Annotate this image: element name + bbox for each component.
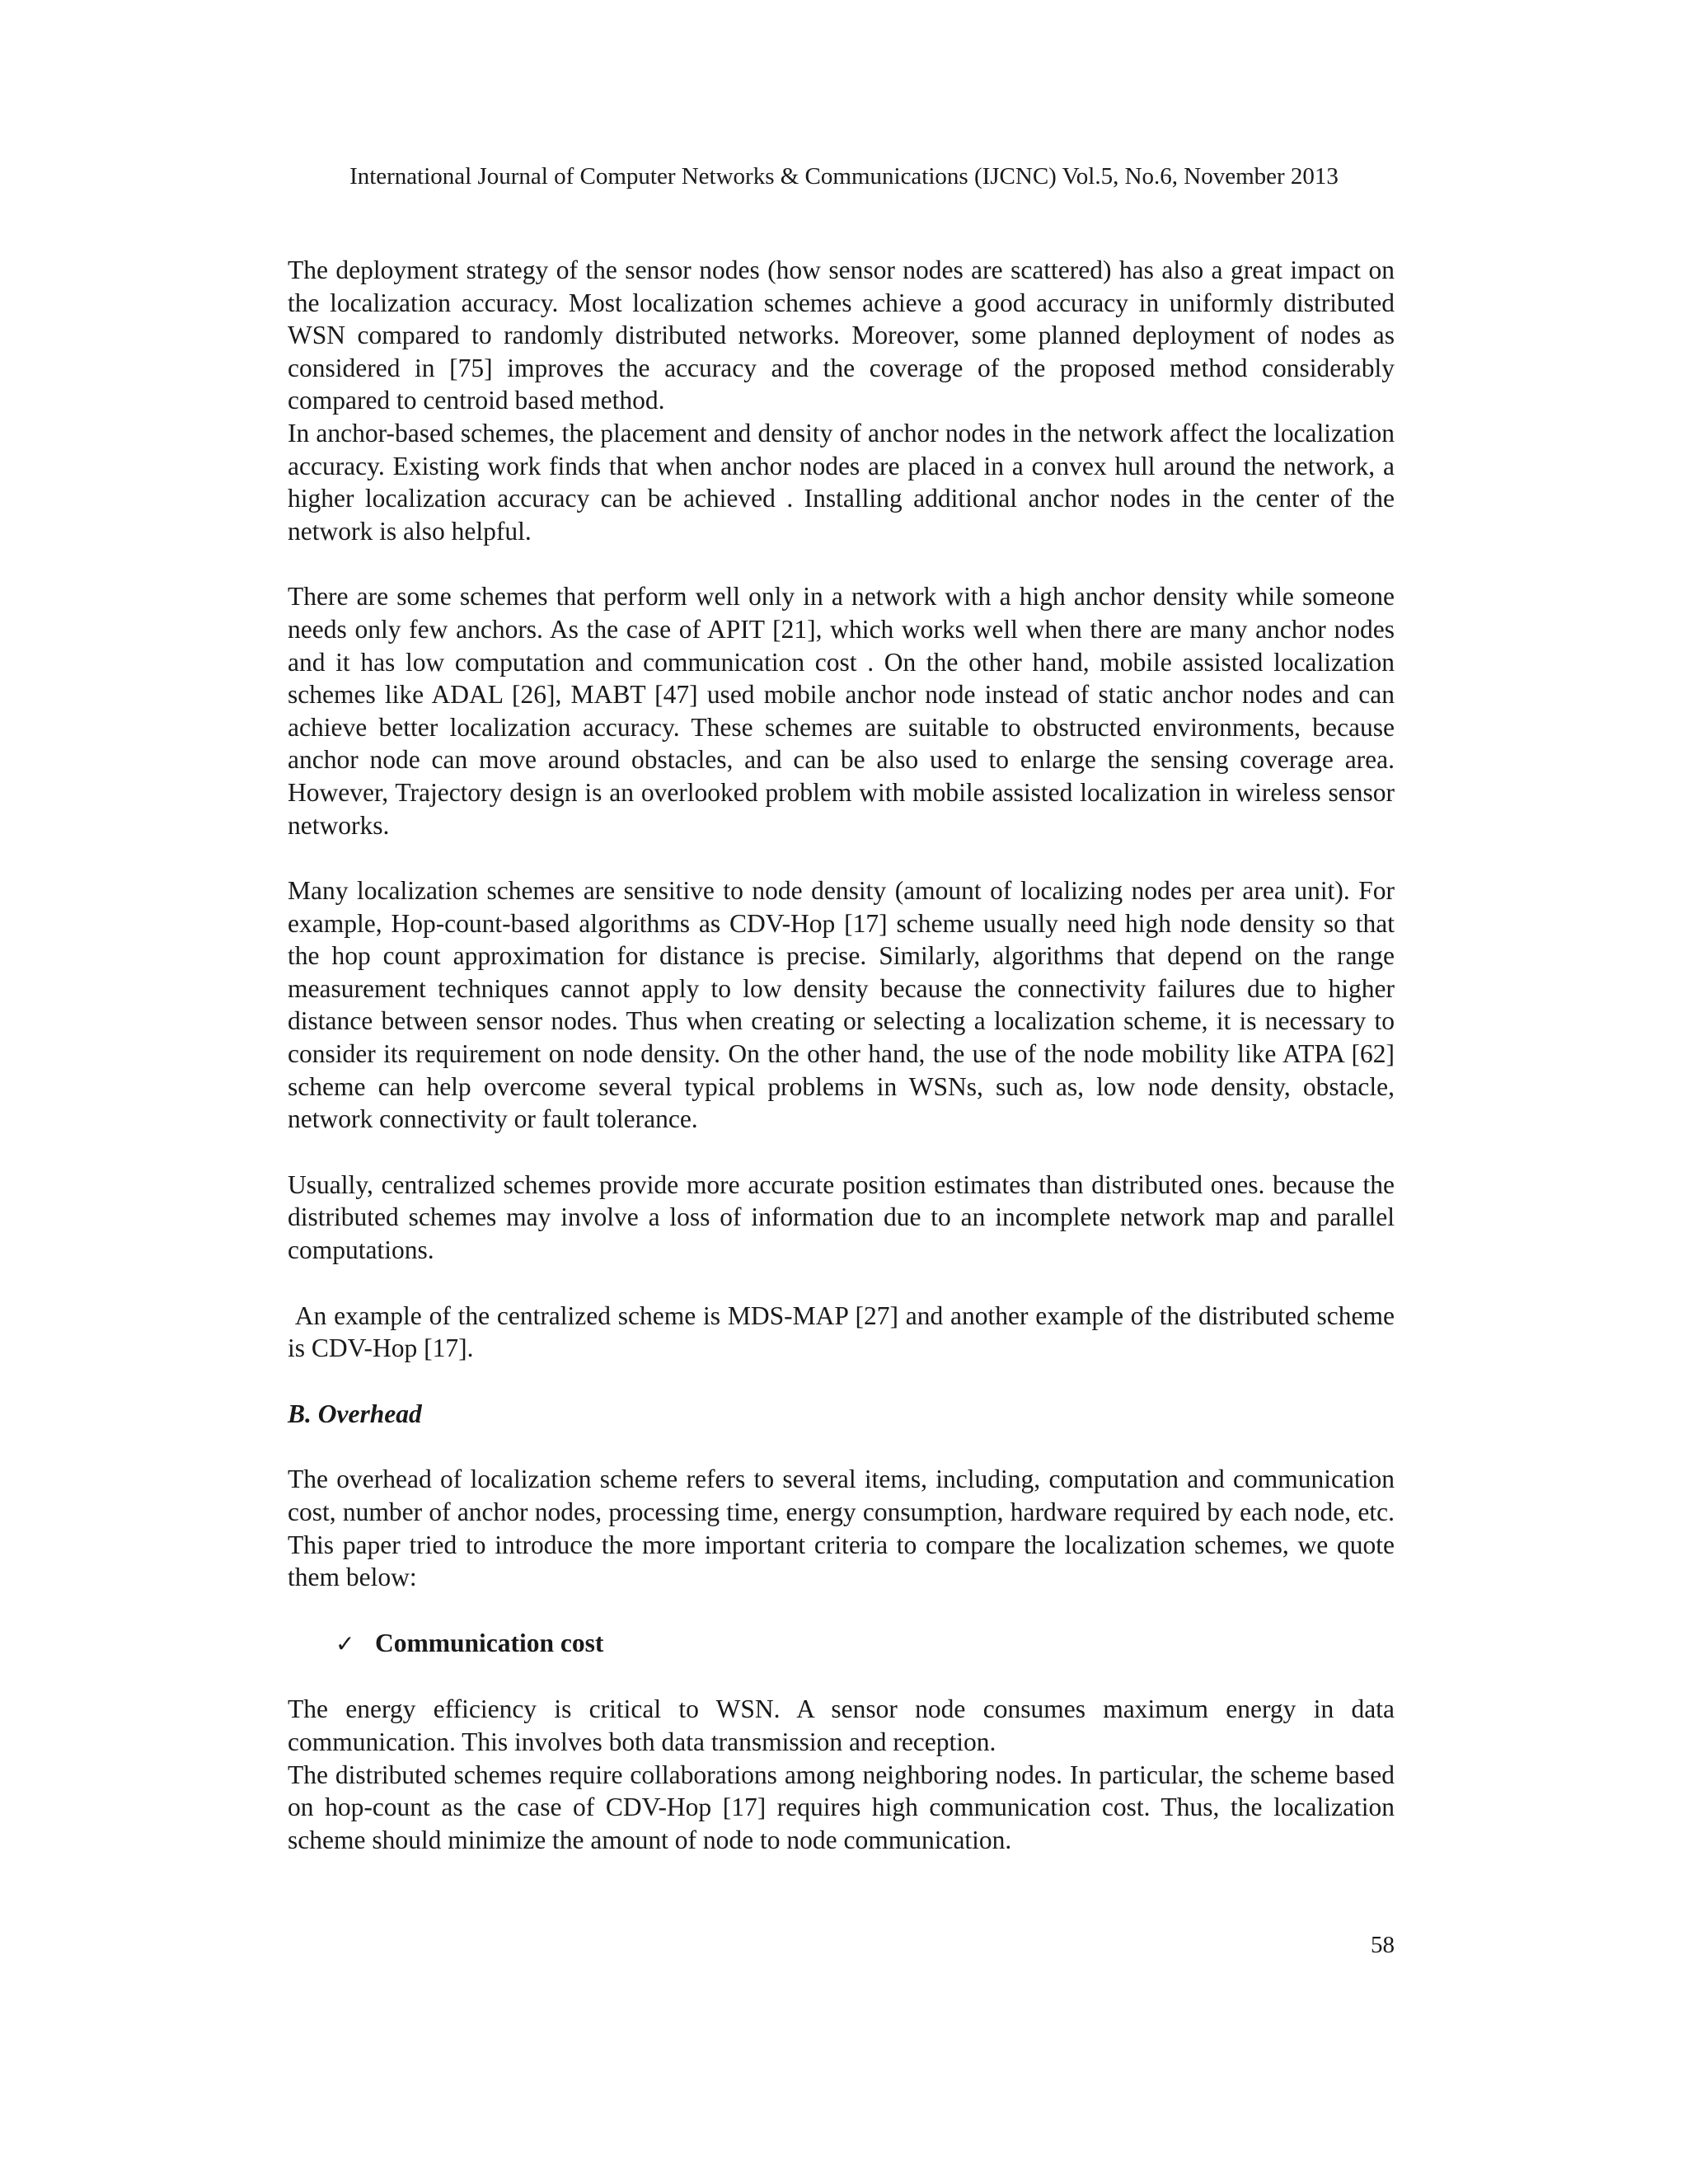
paragraph-overhead-definition: The overhead of localization scheme refers to several items, including, computation and communication cost, number of anchor nodes, processing time, energy consumption, hardware required by each node, etc. This paper tried to introduce the more important criteria to compare the localization schemes, we quote them below: bbox=[288, 1465, 1395, 1592]
body-text bbox=[288, 254, 1401, 1856]
paragraph-anchor-density: There are some schemes that perform well only in a network with a high anchor density while someone needs only few anchors. As the case of APIT [21], which works well when there are many anchor nodes and it has low computation and communication cost . On the other hand, mobile assisted localization schemes like ADAL [26], MABT [47] used mobile anchor node instead of static anchor nodes and can achieve better localization accuracy. These schemes are suitable to obstructed environments, because anchor node can move around obstacles, and can be also used to enlarge the sensing coverage area. However, Trajectory design is an overlooked problem with mobile assisted localization in wireless sensor networks. bbox=[288, 582, 1395, 840]
running-header: International Journal of Computer Networks & Communications (IJCNC) Vol.5, No.6, November 2013 bbox=[349, 163, 1339, 190]
section-heading-overhead: B. Overhead bbox=[288, 1399, 422, 1428]
bullet-communication-cost bbox=[288, 1627, 1395, 1661]
paragraph-distributed-collaboration: The distributed schemes require collaborations among neighboring nodes. In particular, the scheme based on hop-count as the case of CDV-Hop [17] requires high communication cost. Thus, the localization scheme should minimize the amount of node to node communication. bbox=[288, 1760, 1395, 1854]
check-mark-icon: ✓ bbox=[335, 1629, 355, 1657]
paragraph-centralized-schemes: Usually, centralized schemes provide more accurate position estimates than distributed ones. because the distributed schemes may involve a loss of information due to an incomplete network map and parallel computations. bbox=[288, 1169, 1395, 1265]
bullet-heading-label: Communication cost bbox=[375, 1628, 604, 1657]
paragraph-scheme-examples: An example of the centralized scheme is MDS-MAP [27] and another example of the distributed scheme is CDV-Hop [17]. bbox=[288, 1301, 1401, 1363]
paragraph-energy-efficiency: The energy efficiency is critical to WSN. A sensor node consumes maximum energy in data communication. This involves both data transmission and reception. bbox=[288, 1694, 1395, 1756]
paragraph-node-density: Many localization schemes are sensitive to node density (amount of localizing nodes per area unit). For example, Hop-count-based algorithms as CDV-Hop [17] scheme usually need high node density so that the hop count approximation for distance is precise. Similarly, algorithms that depend on the range measurement techniques cannot apply to low density because the connectivity failures due to higher distance between sensor nodes. Thus when creating or selecting a localization scheme, it is necessary to consider its requirement on node density. On the other hand, the use of the node mobility like ATPA [62] scheme can help overcome several typical problems in WSNs, such as, low node density, obstacle, network connectivity or fault tolerance. bbox=[288, 876, 1395, 1134]
page-number: 58 bbox=[1371, 1932, 1395, 1958]
paragraph-anchor-placement: In anchor-based schemes, the placement and density of anchor nodes in the network affect the localization accuracy. Existing work finds that when anchor nodes are placed in a convex hull around the network, a higher localization accuracy can be achieved . Installing additional anchor nodes in the center of the network is also helpful. bbox=[288, 418, 1395, 546]
paragraph-deployment-strategy: The deployment strategy of the sensor nodes (how sensor nodes are scattered) has also a great impact on the localization accuracy. Most localization schemes achieve a good accuracy in uniformly distributed WSN compared to randomly distributed networks. Moreover, some planned deployment of nodes as considered in [75] improves the accuracy and the coverage of the proposed method considerably compared to centroid based method. bbox=[288, 255, 1395, 415]
